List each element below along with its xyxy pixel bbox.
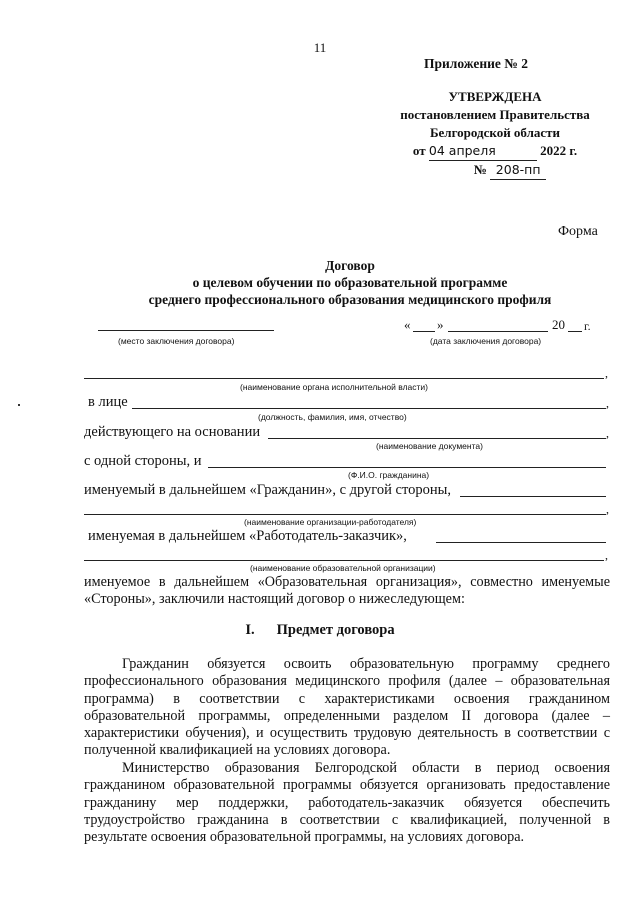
- form-label: Форма: [558, 224, 598, 239]
- approval-number: [380, 161, 610, 180]
- section-number: I.: [245, 622, 255, 638]
- employer-named-label: именуемая в дальнейшем «Работодатель-заказчик»,: [88, 528, 407, 544]
- date-year-prefix: 20: [552, 317, 565, 332]
- date-hint: (дата заключения договора): [430, 336, 542, 346]
- comma-mark: ,: [605, 366, 608, 380]
- comma-mark: ,: [606, 502, 609, 516]
- employer-blank-line: [84, 514, 606, 515]
- approval-number-value: 208-пп: [490, 161, 546, 180]
- approval-line-2: Белгородской области: [429, 125, 561, 140]
- date-quote-open: «: [404, 317, 411, 332]
- position-blank-line: [132, 408, 606, 409]
- section-heading: [0, 622, 640, 639]
- approval-date-month: апреля: [448, 143, 496, 158]
- one-side-label: с одной стороны, и: [84, 453, 202, 469]
- citizen-blank-line: [208, 467, 606, 468]
- approval-number-prefix: №: [473, 162, 487, 177]
- approval-date-prefix: от: [412, 143, 426, 158]
- citizen-named-label: именуемый в дальнейшем «Гражданин», с другой стороны,: [84, 482, 451, 498]
- authority-hint: (наименование органа исполнительной власти): [240, 382, 428, 392]
- date-quote-close: »: [437, 317, 444, 332]
- comma-mark: ,: [605, 548, 608, 562]
- date-year-suffix: г.: [584, 319, 591, 333]
- document-title-line-2: о целевом обучении по образовательной программе: [192, 275, 508, 290]
- comma-mark: ,: [606, 396, 609, 410]
- document-title-line-1: Договор: [325, 258, 375, 273]
- document-title-line-3: среднего профессионального образования медицинского профиля: [148, 292, 552, 307]
- appendix-label: Приложение № 2: [424, 56, 528, 71]
- section-title: Предмет договора: [276, 622, 395, 638]
- approval-block: [380, 88, 610, 180]
- approval-date-handwritten: [429, 142, 537, 161]
- acting-basis-label: действующего на основании: [84, 424, 261, 440]
- approval-line-1: постановлением Правительства: [400, 107, 590, 122]
- place-blank-line: [98, 330, 274, 331]
- in-person-label: в лице: [88, 394, 128, 410]
- authority-blank-line: [84, 378, 604, 379]
- employer-named-blank: [436, 542, 606, 543]
- date-month-blank: [448, 331, 548, 332]
- edu-org-hint: (наименование образовательной организации): [250, 563, 436, 573]
- approval-date: [380, 142, 610, 161]
- approval-date-year: 2022 г.: [540, 143, 578, 158]
- citizen-named-blank: [460, 496, 606, 497]
- intro-paragraph: именуемое в дальнейшем «Образовательная организация», совместно именуемые «Стороны», заключили настоящий договор о нижеследующем:: [84, 574, 610, 608]
- document-hint: (наименование документа): [376, 441, 483, 451]
- paragraph-1: Гражданин обязуется освоить образовательную программу среднего профессионального образования медицинского профиля (далее – образовательная программа) в соответствии с характеристиками освоения гражданином образовательной программы, определенными разделом II договора (далее – характеристики обучения), и осуществить трудовую деятельность в соответствии с полученной квалификацией на условиях договора.: [84, 656, 610, 759]
- date-day-blank: [413, 331, 435, 332]
- document-title: [80, 257, 620, 308]
- employer-hint: (наименование организации-работодателя): [244, 517, 417, 527]
- paragraph-2: Министерство образования Белгородской области в период освоения гражданином образовательной программы обязуется организовать предоставление гражданину мер поддержки, работодатель-заказчик обязуется обеспечить трудоустройство гражданина в соответствии с квалификацией, полученной в результате освоения образовательной программы, на условиях договора.: [84, 760, 610, 846]
- comma-mark: ,: [606, 426, 609, 440]
- approval-title: УТВЕРЖДЕНА: [448, 89, 542, 104]
- edu-org-blank-line: [84, 560, 604, 561]
- page-number: 11: [313, 40, 327, 55]
- document-blank-line: [268, 438, 606, 439]
- citizen-hint: (Ф.И.О. гражданина): [348, 470, 430, 480]
- approval-date-day: 04: [428, 143, 445, 158]
- date-year-blank: [568, 331, 582, 332]
- place-hint: (место заключения договора): [118, 336, 235, 346]
- scan-speck: [18, 404, 20, 406]
- position-hint: (должность, фамилия, имя, отчество): [258, 412, 407, 422]
